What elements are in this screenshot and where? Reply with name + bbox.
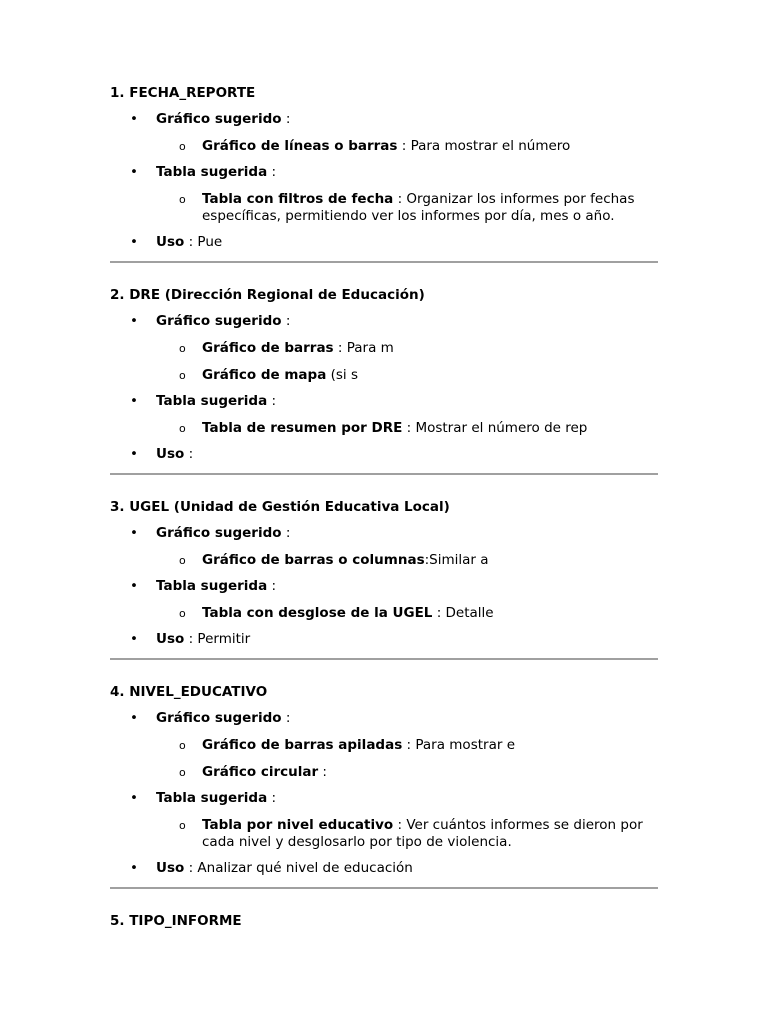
item-bold: Tabla con filtros de fecha: [202, 191, 394, 207]
tabla-label: Tabla sugerida: [156, 393, 268, 409]
item-text: : Organizar los informes por fechas específicas, permitiendo ver los informes por día, mes o año.: [202, 191, 635, 224]
uso-label: Uso: [156, 860, 185, 876]
sublist: [156, 605, 658, 622]
sublist-item: [156, 191, 658, 225]
sublist-item: [156, 420, 658, 437]
item-text: : Para mostrar el número: [397, 138, 571, 154]
tabla-sep: :: [267, 164, 277, 180]
section-fecha-reporte: [110, 85, 658, 263]
sublist-item: [156, 764, 658, 781]
grafico-sep: :: [281, 111, 291, 127]
sublist-item: [156, 367, 658, 384]
list-item-tabla: [110, 578, 658, 622]
item-text: :Similar a: [424, 552, 489, 568]
list-item-tabla: [110, 790, 658, 851]
list-item-uso: [110, 860, 658, 877]
sublist-item: [156, 605, 658, 622]
list-item-uso: [110, 234, 658, 251]
tabla-label: Tabla sugerida: [156, 164, 268, 180]
list-item-grafico: [110, 313, 658, 384]
list-item-grafico: [110, 525, 658, 569]
section-divider: [110, 887, 658, 889]
section-list: [110, 710, 658, 877]
sublist: [156, 340, 658, 384]
grafico-label: Gráfico sugerido: [156, 525, 282, 541]
uso-text: : Analizar qué nivel de educación: [184, 860, 413, 876]
section-ugel: [110, 499, 658, 660]
item-bold: Tabla con desglose de la UGEL: [202, 605, 433, 621]
list-item-uso: [110, 446, 658, 463]
tabla-label: Tabla sugerida: [156, 578, 268, 594]
uso-text: :: [184, 446, 194, 462]
item-bold: Gráfico de barras: [202, 340, 334, 356]
list-item-grafico: [110, 710, 658, 781]
item-bold: Tabla por nivel educativo: [202, 817, 394, 833]
uso-text: : Pue: [184, 234, 223, 250]
grafico-label: Gráfico sugerido: [156, 111, 282, 127]
item-text: (si s: [326, 367, 358, 383]
item-text: :: [318, 764, 327, 780]
tabla-label: Tabla sugerida: [156, 790, 268, 806]
section-list: [110, 313, 658, 463]
sublist: [156, 191, 658, 225]
tabla-sep: :: [267, 790, 277, 806]
tabla-sep: :: [267, 393, 277, 409]
section-divider: [110, 658, 658, 660]
section-title-tipo-informe: 5. TIPO_INFORME: [110, 913, 242, 929]
item-text: : Para mostrar e: [402, 737, 515, 753]
section-divider: [110, 261, 658, 263]
list-item-grafico: [110, 111, 658, 155]
section-nivel-educativo: [110, 684, 658, 889]
sublist: [156, 817, 658, 851]
uso-label: Uso: [156, 446, 185, 462]
item-bold: Gráfico de barras apiladas: [202, 737, 403, 753]
uso-label: Uso: [156, 234, 185, 250]
sublist-item: [156, 817, 658, 851]
item-text: : Mostrar el número de rep: [402, 420, 588, 436]
section-list: [110, 111, 658, 251]
section-list: [110, 525, 658, 648]
sublist: [156, 420, 658, 437]
uso-label: Uso: [156, 631, 185, 647]
sublist-item: [156, 138, 658, 155]
list-item-uso: [110, 631, 658, 648]
grafico-sep: :: [281, 313, 291, 329]
tabla-sep: :: [267, 578, 277, 594]
section-divider: [110, 473, 658, 475]
grafico-label: Gráfico sugerido: [156, 710, 282, 726]
item-text: : Para m: [333, 340, 394, 356]
uso-text: : Permitir: [184, 631, 251, 647]
section-title: 2. DRE (Dirección Regional de Educación): [110, 287, 425, 303]
list-item-tabla: [110, 164, 658, 225]
sublist: [156, 737, 658, 781]
section-dre: [110, 287, 658, 475]
item-bold: Gráfico de barras o columnas: [202, 552, 425, 568]
sublist: [156, 552, 658, 569]
grafico-sep: :: [281, 710, 291, 726]
section-title: 4. NIVEL_EDUCATIVO: [110, 684, 268, 700]
item-text: : Ver cuántos informes se dieron por cada nivel y desglosarlo por tipo de violencia.: [202, 817, 643, 850]
item-bold: Gráfico de mapa: [202, 367, 327, 383]
sublist-item: [156, 552, 658, 569]
list-item-tabla: [110, 393, 658, 437]
item-bold: Tabla de resumen por DRE: [202, 420, 403, 436]
sublist-item: [156, 340, 658, 357]
document-content: [110, 85, 658, 930]
section-title: 3. UGEL (Unidad de Gestión Educativa Local): [110, 499, 450, 515]
item-bold: Gráfico circular: [202, 764, 319, 780]
sublist-item: [156, 737, 658, 754]
sublist: [156, 138, 658, 155]
grafico-sep: :: [281, 525, 291, 541]
section-title: 1. FECHA_REPORTE: [110, 85, 256, 101]
grafico-label: Gráfico sugerido: [156, 313, 282, 329]
item-bold: Gráfico de líneas o barras: [202, 138, 398, 154]
item-text: : Detalle: [432, 605, 494, 621]
